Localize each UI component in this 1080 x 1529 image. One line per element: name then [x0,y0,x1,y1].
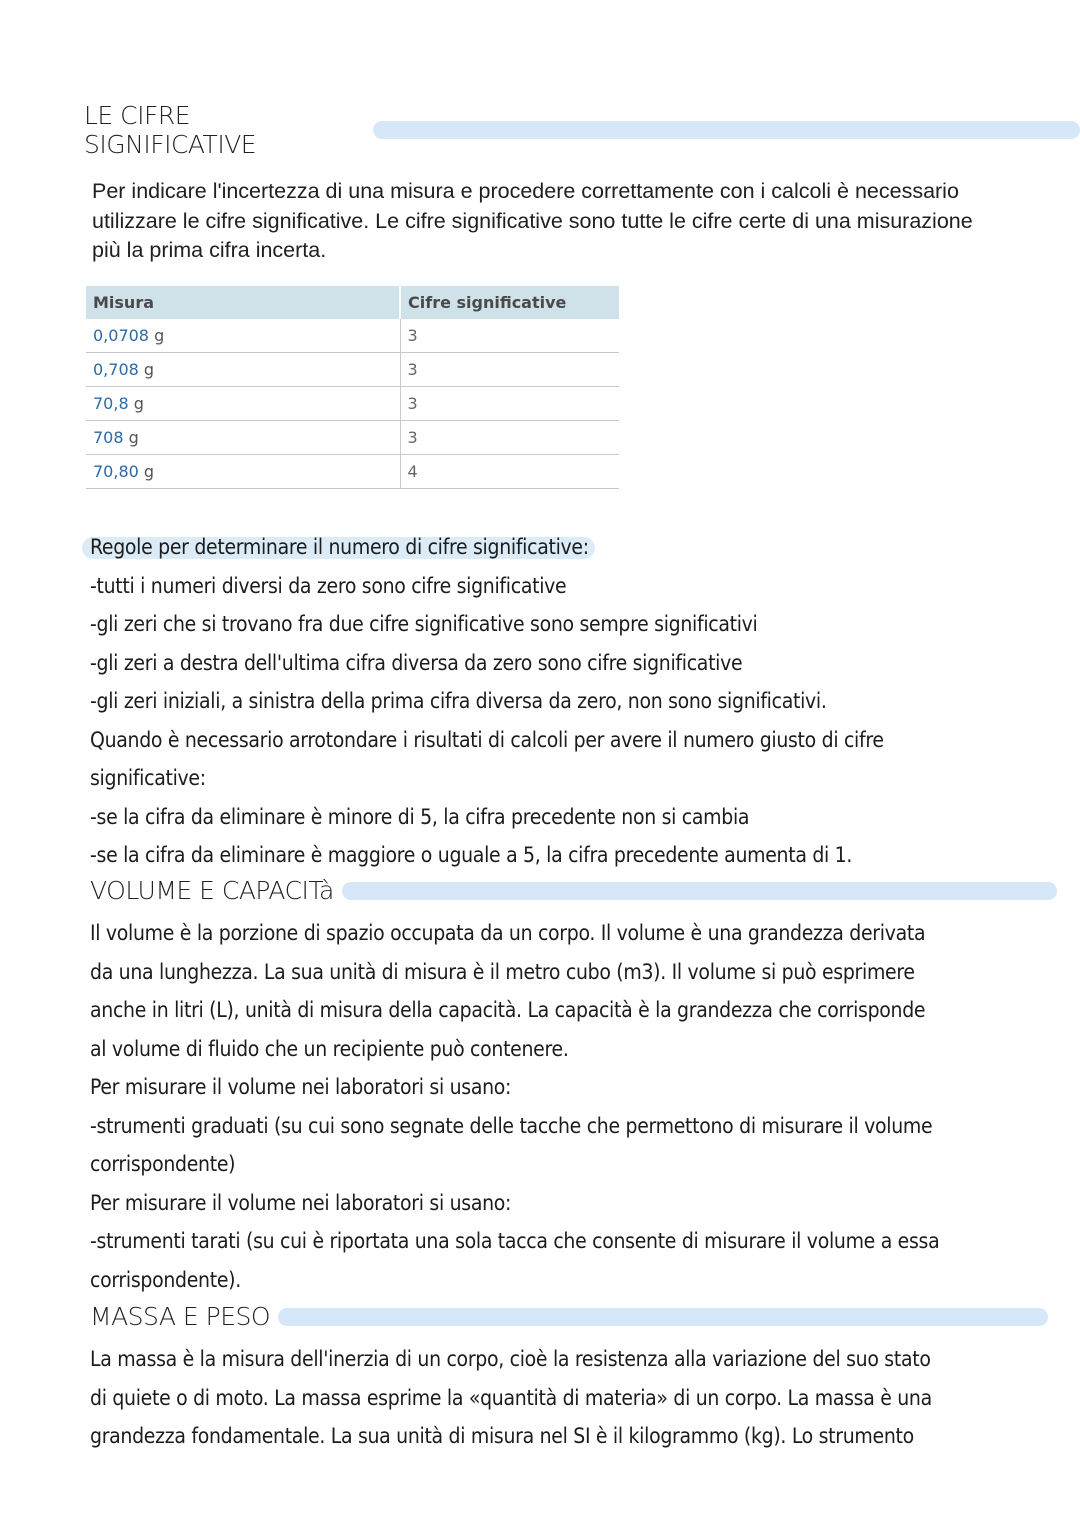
rules-block [90,528,1050,875]
heading-highlight-bar [342,882,1057,900]
rules-line: -se la cifra da eliminare è minore di 5, la cifra precedente non si cambia [90,804,750,829]
cell-cifre: 3 [400,421,619,455]
table-row [86,421,619,455]
cell-cifre: 3 [400,353,619,387]
volume-line: -strumenti tarati (su cui è riportata una sola tacca che consente di misurare il volume a essa [90,1229,940,1253]
rules-line: Quando è necessario arrotondare i risultati di calcoli per avere il numero giusto di cifre [90,727,884,752]
volume-line: anche in litri (L), unità di misura della capacità. La capacità è la grandezza che corrisponde [90,998,926,1022]
table-row [86,353,619,387]
rules-line: -gli zeri a destra dell'ultima cifra diversa da zero sono cifre significative [90,650,743,675]
cell-unit: g [148,326,165,345]
intro-line: più la prima cifra incerta. [92,238,327,262]
cell-cifre: 4 [400,455,619,489]
significant-figures-table [86,286,619,489]
table-row [86,387,619,421]
heading-volume-capacita [90,876,1057,905]
intro-line: Per indicare l'incertezza di una misura e procedere correttamente con i calcoli è necessario [92,179,959,203]
volume-line: Per misurare il volume nei laboratori si usano: [90,1190,512,1215]
mass-block [90,1340,1050,1456]
rules-line: -tutti i numeri diversi da zero sono cifre significative [90,573,567,598]
column-header-misura: Misura [86,286,400,319]
volume-line: corrispondente). [90,1267,241,1292]
cell-misura [86,421,400,455]
heading-text: LE CIFRE SIGNIFICATIVE [84,101,257,159]
table-header-row [86,286,619,319]
cell-unit: g [128,394,144,413]
volume-line: da una lunghezza. La sua unità di misura è il metro cubo (m3). Il volume si può esprimere [90,959,915,984]
cell-unit: g [138,462,155,481]
volume-line: -strumenti graduati (su cui sono segnate delle tacche che permettono di misurare il volume [90,1113,933,1138]
rules-title: Regole per determinare il numero di cifre significative: [90,528,589,567]
heading-highlight-bar [373,121,1080,139]
mass-line: grandezza fondamentale. La sua unità di misura nel SI è il kilogrammo (kg). Lo strumento [90,1424,914,1448]
cell-value: 0,708 [93,360,139,379]
cell-value: 708 [93,428,124,447]
cell-cifre: 3 [400,319,619,353]
table-row [86,319,619,353]
cell-misura [86,387,400,421]
heading-massa-peso [90,1302,1048,1331]
column-header-cifre: Cifre significative [400,286,619,319]
cell-value: 70,80 [93,462,139,481]
heading-highlight-bar [278,1308,1048,1326]
cell-unit: g [138,360,155,379]
rules-line: -gli zeri iniziali, a sinistra della prima cifra diversa da zero, non sono significativi. [90,689,827,713]
rules-title-line [90,528,1050,567]
intro-line: utilizzare le cifre significative. Le cifre significative sono tutte le cifre certe di una misurazione [92,208,973,233]
cell-cifre: 3 [400,387,619,421]
rules-line: significative: [90,766,206,790]
cell-unit: g [123,428,139,447]
cell-misura [86,353,400,387]
mass-line: di quiete o di moto. La massa esprime la «quantità di materia» di un corpo. La massa è una [90,1385,932,1410]
heading-cifre-significative [84,101,1080,159]
cell-misura [86,455,400,489]
volume-block [90,914,1050,1299]
intro-paragraph [92,177,1077,266]
cell-value: 0,0708 [93,326,149,345]
cell-value: 70,8 [93,394,129,413]
volume-line: Il volume è la porzione di spazio occupata da un corpo. Il volume è una grandezza derivata [90,921,926,945]
heading-text: MASSA E PESO [90,1302,271,1331]
volume-line: corrispondente) [90,1152,236,1176]
cell-misura [86,319,400,353]
heading-text: VOLUME E CAPACITà [90,876,334,905]
rules-line: -se la cifra da eliminare è maggiore o uguale a 5, la cifra precedente aumenta di 1. [90,843,853,867]
rules-line: -gli zeri che si trovano fra due cifre significative sono sempre significativi [90,612,758,636]
volume-line: al volume di fluido che un recipiente può contenere. [90,1036,569,1061]
volume-line: Per misurare il volume nei laboratori si usano: [90,1075,512,1099]
mass-line: La massa è la misura dell'inerzia di un corpo, cioè la resistenza alla variazione del suo stato [90,1347,931,1371]
table-row [86,455,619,489]
